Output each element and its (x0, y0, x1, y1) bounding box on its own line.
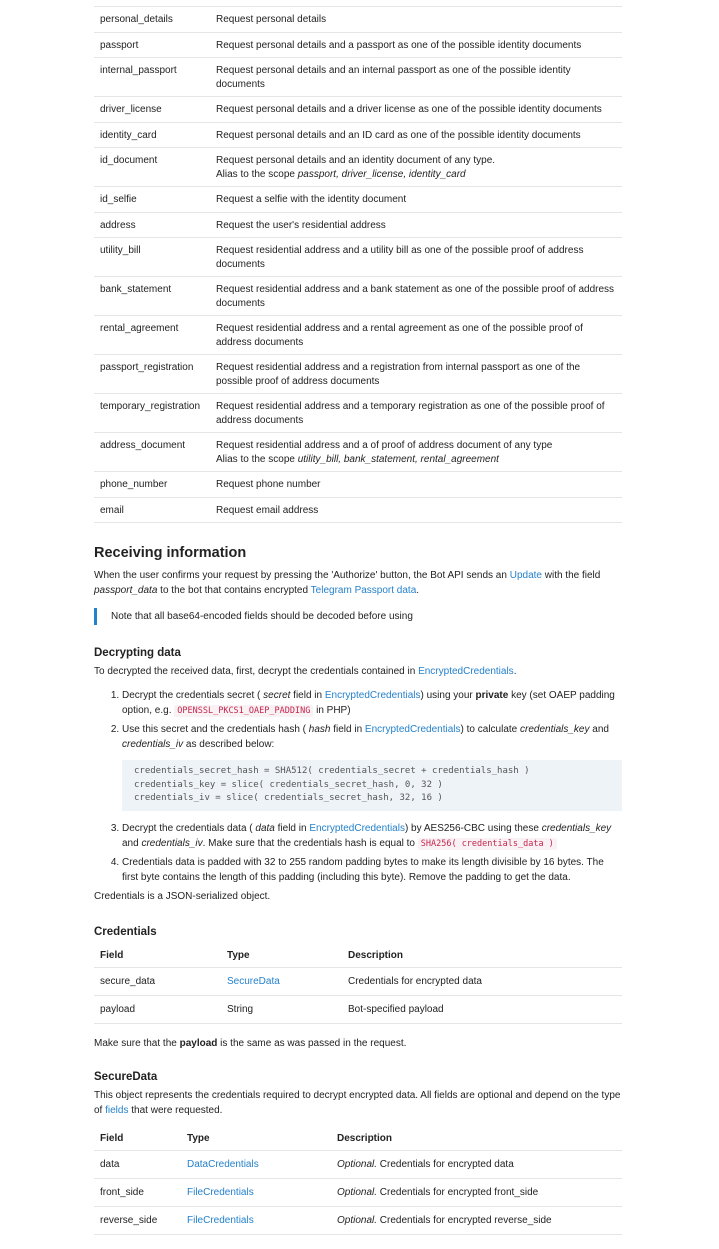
step-1-d: key (set OAEP padding option, e.g. (122, 690, 615, 716)
scope-key: address (94, 212, 210, 238)
note-callout (94, 608, 622, 625)
table-row (94, 1178, 622, 1206)
step-3-em: data (255, 822, 275, 834)
step-3-b: field in (274, 822, 310, 834)
field-type-cell (221, 967, 342, 995)
step-3-d: and (122, 837, 142, 849)
step-1-b: field in (290, 690, 325, 701)
scopes-table (94, 6, 622, 523)
table-row (94, 187, 622, 213)
scope-desc-text: Request residential address and a utility bill as one of the possible proof of address documents (216, 245, 584, 270)
step-3-code: SHA256( credentials_data ) (418, 838, 557, 850)
scope-desc-text: Request the user's residential address (216, 219, 386, 231)
scope-description (210, 187, 622, 213)
scope-description (210, 7, 622, 33)
credentials-title: Credentials (94, 925, 157, 938)
scope-key: id_selfie (94, 187, 210, 213)
code-block: credentials_secret_hash = SHA512( credentials_secret + credentials_hash ) credentials_key = slice( credentials_secret_hash, 0, 32 ) credentials_iv = slice( credentials_secret_hash, 32, 16 ) (122, 760, 622, 811)
credentials-note-b: is the same as was passed in the request. (217, 1037, 407, 1049)
securedata-col-description: Description (337, 1132, 393, 1144)
doc-page (94, 6, 622, 1235)
scope-desc-text: Request personal details and an identity document of any type. (216, 155, 496, 166)
field-type-cell (181, 1206, 331, 1234)
scope-key: address_document (94, 433, 210, 472)
scope-desc-text: Request personal details (216, 14, 327, 25)
credentials-table (94, 943, 622, 1024)
scope-desc-text: Request a selfie with the identity document (216, 194, 407, 205)
decrypting-outro: Credentials is a JSON-serialized object. (94, 890, 271, 902)
field-description: Bot-specified payload (342, 995, 622, 1023)
field-name: secure_data (94, 967, 221, 995)
credentials-note-strong: payload (179, 1037, 218, 1049)
scope-key: temporary_registration (94, 394, 210, 433)
securedata-header-row (94, 1126, 622, 1151)
decrypting-intro (94, 664, 622, 679)
securedata-table (94, 1126, 622, 1235)
scope-key: personal_details (94, 7, 210, 33)
table-row (94, 212, 622, 238)
scope-description (210, 316, 622, 355)
securedata-text-b: that were requested. (128, 1104, 223, 1116)
field-type-cell (221, 995, 342, 1023)
step-2 (122, 722, 622, 811)
decrypting-intro-b: . (513, 666, 517, 677)
scope-description (210, 497, 622, 523)
table-row (94, 497, 622, 523)
credentials-header-row (94, 943, 622, 968)
step-3-em2: credentials_key (541, 822, 612, 834)
scope-key: identity_card (94, 122, 210, 148)
scope-description (210, 355, 622, 394)
scopes-table-body (94, 7, 622, 523)
table-row (94, 472, 622, 498)
step-1-strong: private (475, 690, 509, 701)
scope-description (210, 212, 622, 238)
scope-description (210, 58, 622, 97)
step-2-link[interactable]: EncryptedCredentials (364, 724, 461, 735)
table-row (94, 995, 622, 1023)
credentials-note-a: Make sure that the (94, 1037, 180, 1049)
table-row (94, 148, 622, 187)
step-3-em3: credentials_iv (141, 837, 203, 849)
field-type-link[interactable]: FileCredentials (187, 1214, 254, 1226)
field-description (331, 1206, 622, 1234)
step-3-c: ) by AES256-CBC using these (404, 822, 542, 834)
optional-label: Optional. (337, 1186, 378, 1198)
field-name: payload (94, 995, 221, 1023)
scope-alias: passport, driver_license, identity_card (297, 168, 466, 180)
table-row (94, 967, 622, 995)
field-type-cell (181, 1178, 331, 1206)
scope-desc-text: Request residential address and a bank statement as one of the possible proof of address documents (216, 284, 615, 309)
step-2-em: hash (308, 724, 331, 735)
receiving-text-c: to the bot that contains encrypted (157, 585, 311, 596)
field-description: Credentials for encrypted data (342, 967, 622, 995)
step-2-em3: credentials_iv (122, 739, 184, 750)
field-description-text: Credentials for encrypted front_side (377, 1186, 539, 1198)
credentials-note (94, 1036, 622, 1051)
scope-desc-text: Request residential address and a temporary registration as one of the possible proof of address documents (216, 401, 605, 426)
scope-description (210, 472, 622, 498)
scope-description (210, 32, 622, 58)
step-1-a: Decrypt the credentials secret ( (122, 690, 264, 701)
field-name: data (94, 1150, 181, 1178)
field-name: front_side (94, 1178, 181, 1206)
scope-desc-text: Request residential address and a of proof of address document of any type (216, 440, 553, 451)
table-row (94, 433, 622, 472)
scope-key: driver_license (94, 97, 210, 123)
scope-description (210, 433, 622, 472)
credentials-col-field: Field (100, 949, 124, 961)
table-row (94, 1150, 622, 1178)
step-1 (122, 688, 622, 719)
scope-description (210, 277, 622, 316)
securedata-title: SecureData (94, 1070, 158, 1083)
optional-label: Optional. (337, 1214, 378, 1226)
field-name: reverse_side (94, 1206, 181, 1234)
scope-alias: utility_bill, bank_statement, rental_agreement (297, 453, 499, 465)
field-description (331, 1178, 622, 1206)
table-row (94, 58, 622, 97)
table-row (94, 238, 622, 277)
table-row (94, 1206, 622, 1234)
update-link[interactable]: Update (509, 570, 542, 581)
step-2-b: field in (330, 724, 365, 735)
step-1-c: ) using your (420, 690, 476, 701)
table-row (94, 394, 622, 433)
scope-desc-text: Request residential address and a registration from internal passport as one of the possible proof of address documents (216, 362, 581, 387)
scope-description (210, 97, 622, 123)
scope-key: internal_passport (94, 58, 210, 97)
scope-description (210, 148, 622, 187)
receiving-em: passport_data (94, 585, 158, 596)
scope-desc-text: Request residential address and a rental agreement as one of the possible proof of address documents (216, 323, 583, 348)
scope-desc-text: Request email address (216, 504, 319, 516)
scope-key: email (94, 497, 210, 523)
securedata-col-field: Field (100, 1132, 124, 1144)
fields-link[interactable]: fields (105, 1104, 129, 1116)
note-text: Note that all base64-encoded fields should be decoded before using (111, 611, 413, 622)
field-type-link[interactable]: FileCredentials (187, 1186, 254, 1198)
securedata-text-a: This object represents the credentials required to decrypt encrypted data. All fields are optional and depend on the type of (94, 1089, 621, 1116)
scope-key: phone_number (94, 472, 210, 498)
scope-key: utility_bill (94, 238, 210, 277)
field-type-link[interactable]: DataCredentials (187, 1158, 259, 1170)
decrypting-intro-a: To decrypted the received data, first, decrypt the credentials contained in (94, 666, 419, 677)
step-2-c: ) to calculate (460, 724, 521, 735)
field-description-text: Credentials for encrypted reverse_side (377, 1214, 552, 1226)
securedata-paragraph (94, 1088, 622, 1118)
table-row (94, 97, 622, 123)
securedata-col-type: Type (187, 1132, 210, 1144)
scope-desc-text: Request phone number (216, 479, 321, 490)
credentials-col-type: Type (227, 949, 250, 961)
receiving-text-d: . (416, 585, 420, 596)
scope-desc-text: Request personal details and a passport as one of the possible identity documents (216, 39, 582, 51)
field-type-link[interactable]: SecureData (227, 975, 280, 987)
step-4-text: Credentials data is padded with 32 to 255 random padding bytes to make its length divisible by 16 bytes. The first byte contains the length of this padding (including this byte). Remove the padding to get the data. (122, 856, 604, 883)
step-3-a: Decrypt the credentials data ( (122, 822, 256, 834)
scope-key: passport (94, 32, 210, 58)
scope-key: id_document (94, 148, 210, 187)
decrypting-title: Decrypting data (94, 647, 181, 659)
scope-alias-prefix: Alias to the scope (216, 168, 298, 180)
passport-data-link[interactable]: Telegram Passport data (310, 585, 417, 596)
receiving-text-b: with the field (541, 570, 601, 581)
field-description (331, 1150, 622, 1178)
step-4 (122, 855, 622, 885)
step-2-em2: credentials_key (520, 724, 590, 735)
scope-alias-prefix: Alias to the scope (216, 453, 298, 465)
table-row (94, 277, 622, 316)
step-1-code: OPENSSL_PKCS1_OAEP_PADDING (174, 705, 313, 717)
table-row (94, 316, 622, 355)
step-1-em: secret (263, 690, 291, 701)
scope-desc-text: Request personal details and a driver license as one of the possible identity documents (216, 104, 602, 115)
receiving-title: Receiving information (94, 545, 247, 561)
credentials-table-body (94, 967, 622, 1023)
step-3 (122, 821, 622, 852)
scope-key: bank_statement (94, 277, 210, 316)
credentials-col-description: Description (348, 949, 404, 961)
decrypt-steps (94, 688, 622, 885)
scope-description (210, 238, 622, 277)
scope-description (210, 394, 622, 433)
table-row (94, 32, 622, 58)
step-3-link[interactable]: EncryptedCredentials (309, 822, 405, 834)
encrypted-credentials-link[interactable]: EncryptedCredentials (418, 666, 514, 677)
step-1-link[interactable]: EncryptedCredentials (324, 690, 421, 701)
step-2-e: as described below: (183, 739, 275, 750)
table-row (94, 122, 622, 148)
field-type-cell (181, 1150, 331, 1178)
table-row (94, 7, 622, 33)
step-1-e: in PHP) (313, 705, 351, 716)
securedata-table-body (94, 1150, 622, 1234)
scope-key: passport_registration (94, 355, 210, 394)
scope-desc-text: Request personal details and an internal passport as one of the possible identity documents (216, 65, 571, 90)
receiving-paragraph (94, 568, 622, 598)
receiving-text-a: When the user confirms your request by pressing the 'Authorize' button, the Bot API sends an (94, 570, 510, 581)
field-type: String (227, 1003, 254, 1015)
scope-desc-text: Request personal details and an ID card as one of the possible identity documents (216, 129, 581, 141)
scope-description (210, 122, 622, 148)
table-row (94, 355, 622, 394)
optional-label: Optional. (337, 1158, 378, 1170)
step-3-e: . Make sure that the credentials hash is equal to (202, 837, 418, 849)
step-2-a: Use this secret and the credentials hash ( (122, 724, 309, 735)
scope-key: rental_agreement (94, 316, 210, 355)
field-description-text: Credentials for encrypted data (377, 1158, 514, 1170)
step-2-d: and (589, 724, 609, 735)
